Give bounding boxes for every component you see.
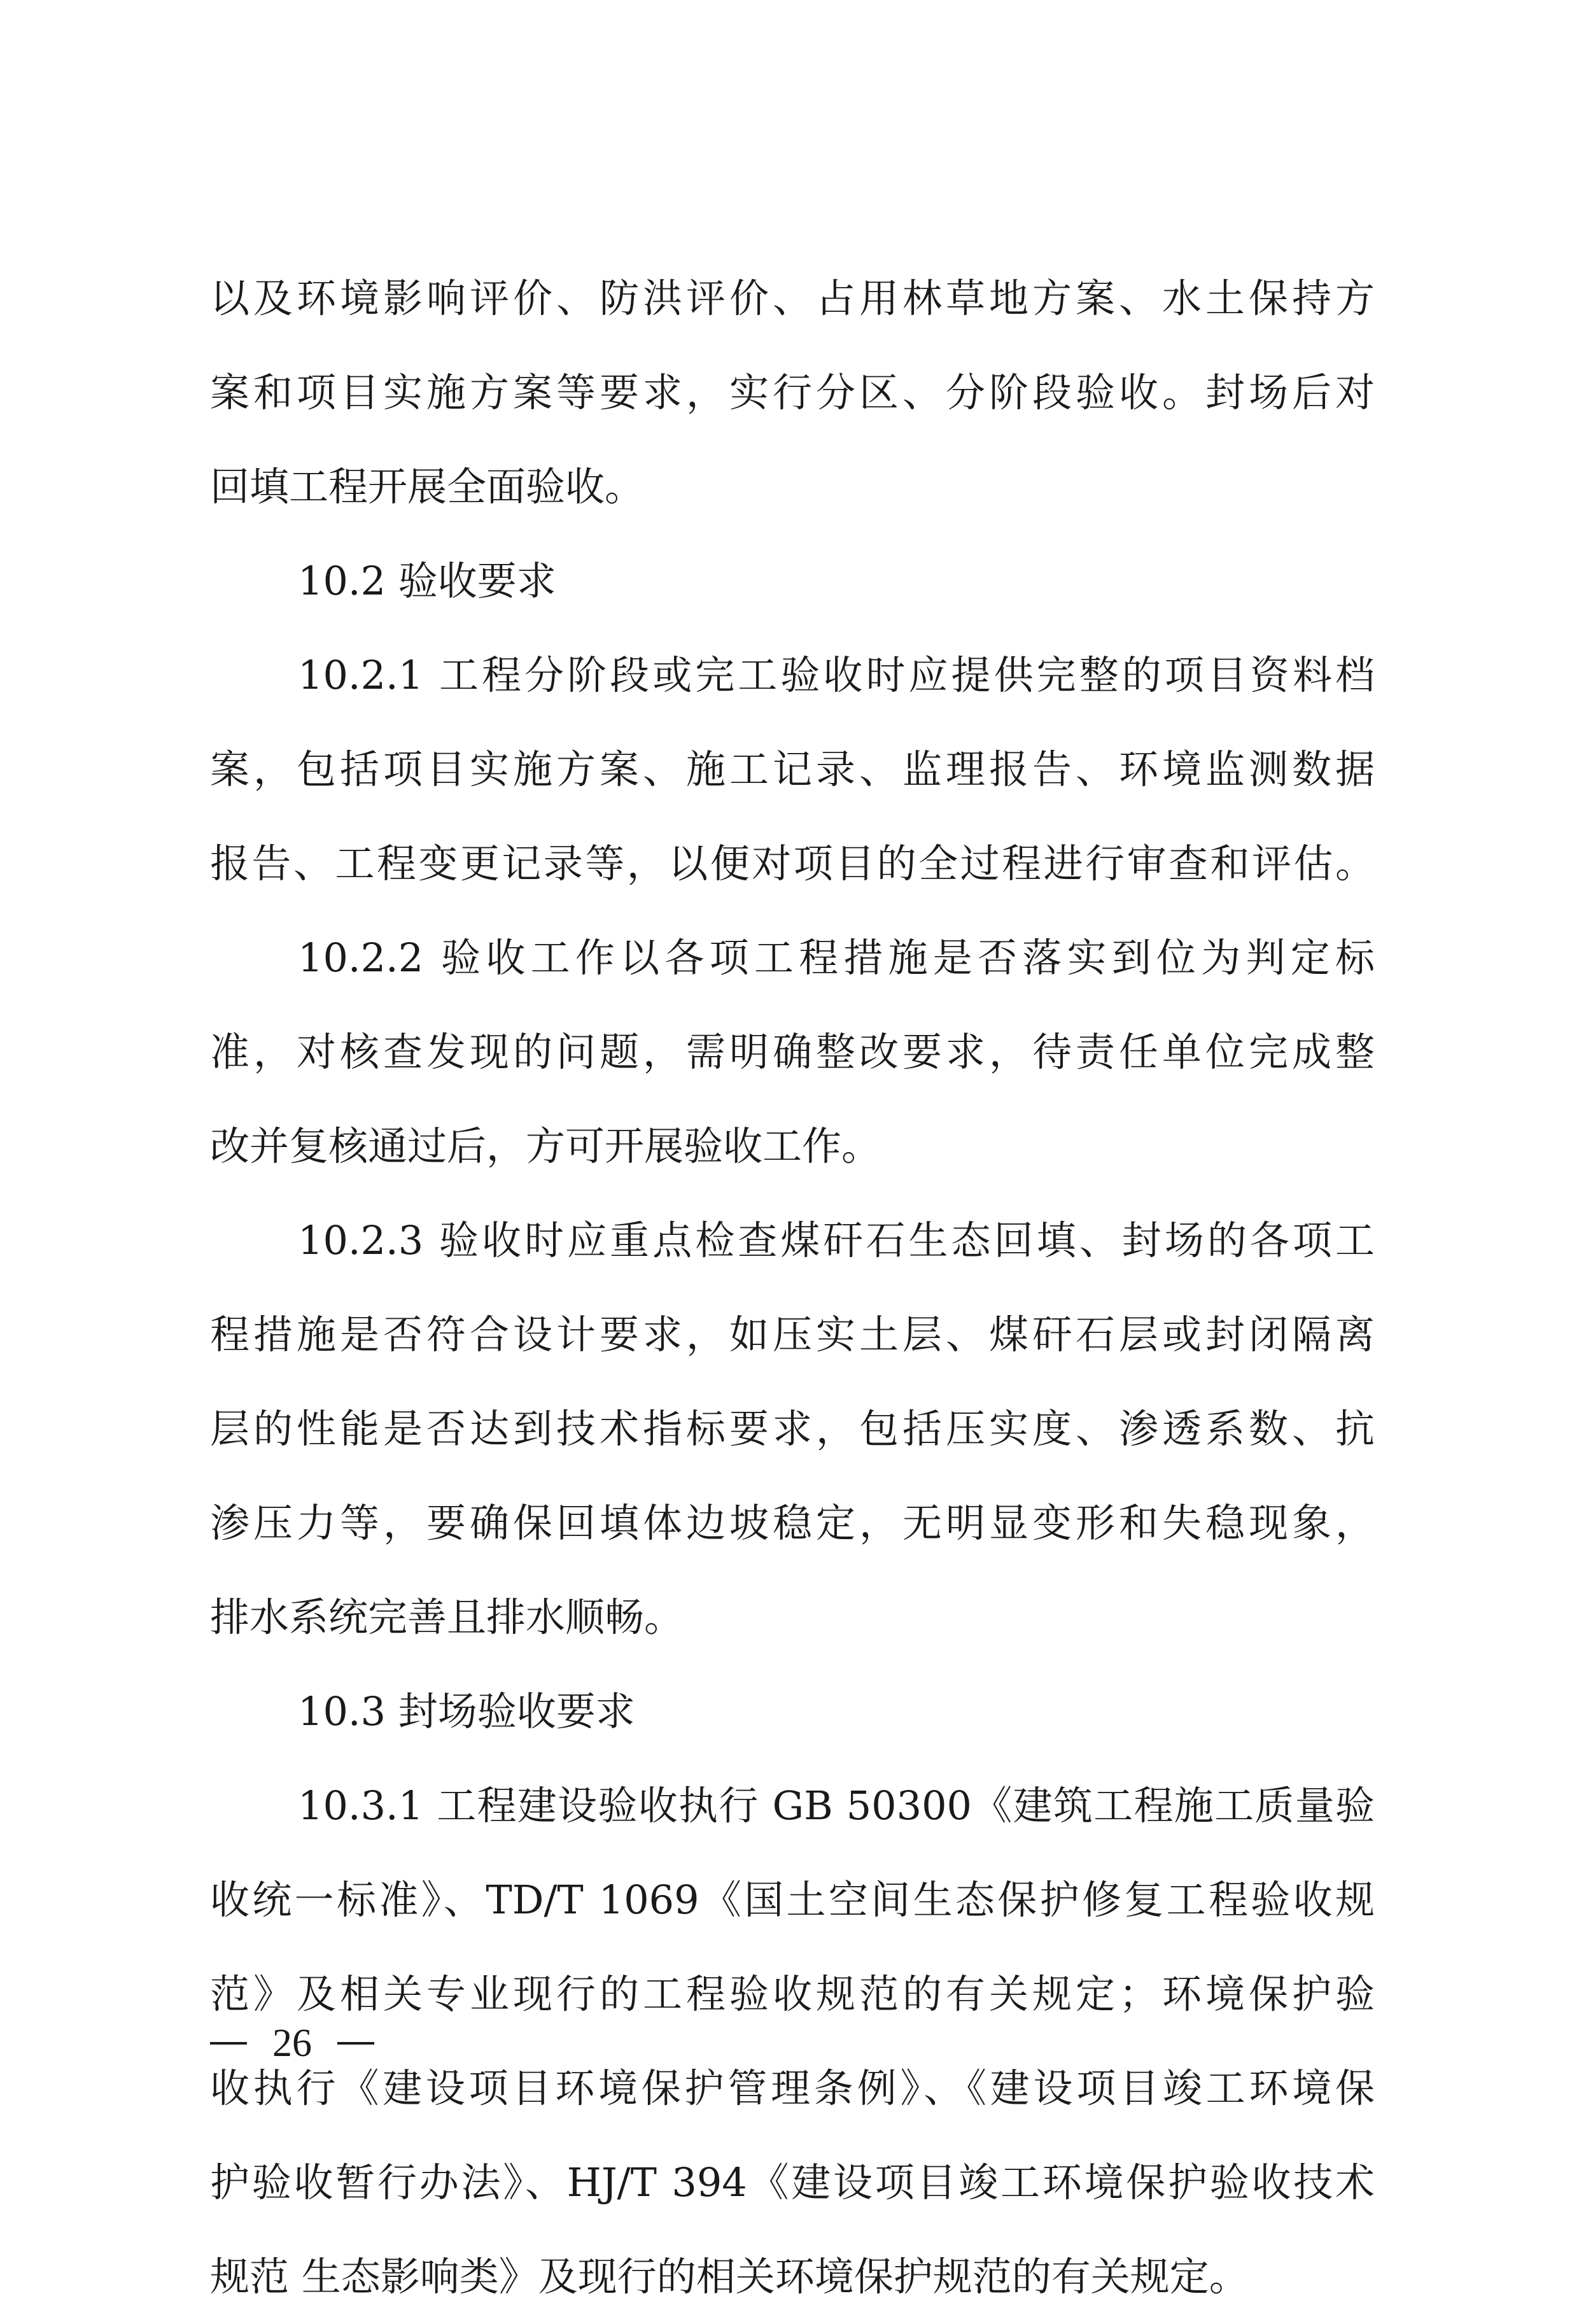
text-line: 回填工程开展全面验收。 bbox=[210, 463, 645, 510]
text-line: 10.3 封场验收要求 bbox=[298, 1688, 635, 1735]
text-line: 收统一标准》、TD/T 1069《国土空间生态保护修复工程验收规 bbox=[210, 1877, 1375, 1923]
text-line: 准，对核查发现的问题，需明确整改要求，待责任单位完成整 bbox=[210, 1029, 1375, 1075]
text-line: 规范 生态影响类》及现行的相关环境保护规范的有关规定。 bbox=[210, 2253, 1249, 2300]
text-line: 10.2.3 验收时应重点检查煤矸石生态回填、封场的各项工 bbox=[298, 1217, 1375, 1264]
text-line: 渗压力等，要确保回填体边坡稳定，无明显变形和失稳现象， bbox=[210, 1500, 1375, 1546]
body-text bbox=[210, 251, 1375, 2324]
text-line: 10.2.1 工程分阶段或完工验收时应提供完整的项目资料档 bbox=[298, 652, 1375, 698]
text-line: 案和项目实施方案等要求，实行分区、分阶段验收。封场后对 bbox=[210, 369, 1375, 416]
page-footer bbox=[210, 2005, 374, 2081]
text-line: 程措施是否符合设计要求，如压实土层、煤矸石层或封闭隔离 bbox=[210, 1311, 1375, 1358]
text-line: 报告、工程变更记录等，以便对项目的全过程进行审查和评估。 bbox=[210, 840, 1375, 887]
text-line: 收执行《建设项目环境保护管理条例》、《建设项目竣工环境保 bbox=[210, 2065, 1375, 2111]
text-line: 排水系统完善且排水顺畅。 bbox=[210, 1594, 684, 1640]
text-line: 10.2 验收要求 bbox=[298, 558, 556, 604]
text-line: 10.2.2 验收工作以各项工程措施是否落实到位为判定标 bbox=[298, 934, 1375, 981]
text-line: 范》及相关专业现行的工程验收规范的有关规定；环境保护验 bbox=[210, 1971, 1375, 2017]
page-number: 26 bbox=[272, 2022, 312, 2065]
left-dash bbox=[210, 2042, 247, 2045]
text-line: 案，包括项目实施方案、施工记录、监理报告、环境监测数据 bbox=[210, 746, 1375, 792]
text-line: 改并复核通过后，方可开展验收工作。 bbox=[210, 1123, 881, 1169]
text-line: 以及环境影响评价、防洪评价、占用林草地方案、水土保持方 bbox=[210, 275, 1375, 321]
text-line: 护验收暂行办法》、HJ/T 394《建设项目竣工环境保护验收技术 bbox=[210, 2159, 1375, 2206]
text-line: 层的性能是否达到技术指标要求，包括压实度、渗透系数、抗 bbox=[210, 1405, 1375, 1452]
text-line: 10.3.1 工程建设验收执行 GB 50300《建筑工程施工质量验 bbox=[298, 1782, 1375, 1829]
right-dash bbox=[337, 2042, 374, 2045]
